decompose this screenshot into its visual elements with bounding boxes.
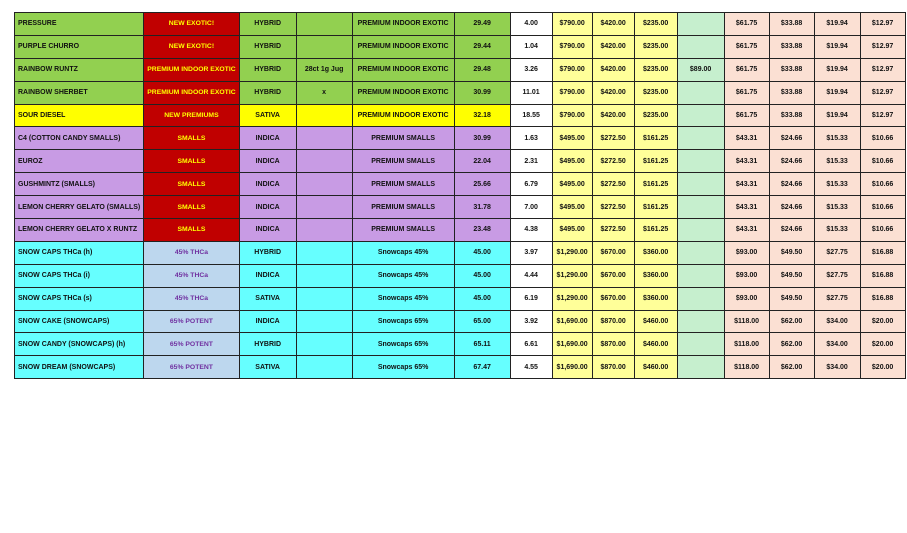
price-quarter-cell: $161.25 bbox=[634, 173, 677, 196]
thc-cell: 65.00 bbox=[454, 310, 510, 333]
price-half-ounce-cell: $33.88 bbox=[769, 104, 814, 127]
strain-type-cell: INDICA bbox=[239, 173, 296, 196]
price-half-ounce-cell: $33.88 bbox=[769, 13, 814, 36]
thc-cell: 45.00 bbox=[454, 287, 510, 310]
strain-name-cell: LEMON CHERRY GELATO X RUNTZ bbox=[15, 219, 144, 242]
price-ounce-cell: $61.75 bbox=[724, 58, 769, 81]
price-ounce-cell: $61.75 bbox=[724, 35, 769, 58]
category-cell: PREMIUM INDOOR EXOTIC bbox=[352, 104, 454, 127]
price-half-ounce-cell: $49.50 bbox=[769, 264, 814, 287]
price-half-ounce-cell: $24.66 bbox=[769, 127, 814, 150]
note-cell bbox=[296, 287, 352, 310]
strain-type-cell: INDICA bbox=[239, 219, 296, 242]
promo-tag-cell: PREMIUM INDOOR EXOTIC bbox=[144, 58, 239, 81]
promo-tag-cell: NEW EXOTIC! bbox=[144, 13, 239, 36]
promo-tag-cell: 45% THCa bbox=[144, 264, 239, 287]
price-quarter-ounce-cell: $15.33 bbox=[814, 150, 860, 173]
price-pound-cell: $790.00 bbox=[552, 13, 592, 36]
price-ounce-cell: $93.00 bbox=[724, 287, 769, 310]
extra-price-cell bbox=[677, 150, 724, 173]
price-ounce-cell: $61.75 bbox=[724, 13, 769, 36]
price-quarter-cell: $235.00 bbox=[634, 58, 677, 81]
price-half-ounce-cell: $49.50 bbox=[769, 287, 814, 310]
note-cell bbox=[296, 13, 352, 36]
note-cell bbox=[296, 150, 352, 173]
category-cell: Snowcaps 45% bbox=[352, 264, 454, 287]
price-quarter-ounce-cell: $19.94 bbox=[814, 13, 860, 36]
thc-cell: 29.48 bbox=[454, 58, 510, 81]
note-cell bbox=[296, 264, 352, 287]
price-half-cell: $670.00 bbox=[592, 241, 634, 264]
price-pound-cell: $790.00 bbox=[552, 81, 592, 104]
extra-price-cell bbox=[677, 287, 724, 310]
price-half-cell: $420.00 bbox=[592, 104, 634, 127]
price-ounce-cell: $43.31 bbox=[724, 219, 769, 242]
price-quarter-ounce-cell: $15.33 bbox=[814, 196, 860, 219]
strain-type-cell: HYBRID bbox=[239, 333, 296, 356]
price-quarter-cell: $161.25 bbox=[634, 219, 677, 242]
strain-name-cell: GUSHMINTZ (SMALLS) bbox=[15, 173, 144, 196]
category-cell: PREMIUM INDOOR EXOTIC bbox=[352, 13, 454, 36]
price-ounce-cell: $43.31 bbox=[724, 150, 769, 173]
price-half-ounce-cell: $33.88 bbox=[769, 81, 814, 104]
price-half-cell: $272.50 bbox=[592, 150, 634, 173]
price-quarter-cell: $235.00 bbox=[634, 81, 677, 104]
strain-name-cell: EUROZ bbox=[15, 150, 144, 173]
price-ounce-cell: $118.00 bbox=[724, 356, 769, 379]
strain-type-cell: HYBRID bbox=[239, 13, 296, 36]
thc-cell: 30.99 bbox=[454, 127, 510, 150]
price-quarter-ounce-cell: $27.75 bbox=[814, 287, 860, 310]
price-eighth-cell: $12.97 bbox=[860, 58, 905, 81]
price-eighth-cell: $16.88 bbox=[860, 287, 905, 310]
price-eighth-cell: $16.88 bbox=[860, 241, 905, 264]
price-quarter-ounce-cell: $34.00 bbox=[814, 310, 860, 333]
extra-price-cell bbox=[677, 241, 724, 264]
table-row bbox=[15, 333, 906, 356]
extra-price-cell bbox=[677, 333, 724, 356]
price-pound-cell: $495.00 bbox=[552, 127, 592, 150]
price-pound-cell: $1,690.00 bbox=[552, 333, 592, 356]
price-eighth-cell: $10.66 bbox=[860, 219, 905, 242]
strain-type-cell: INDICA bbox=[239, 264, 296, 287]
note-cell bbox=[296, 127, 352, 150]
thc-cell: 22.04 bbox=[454, 150, 510, 173]
strain-type-cell: INDICA bbox=[239, 310, 296, 333]
category-cell: Snowcaps 45% bbox=[352, 241, 454, 264]
table-row bbox=[15, 127, 906, 150]
table-row bbox=[15, 150, 906, 173]
quantity-cell: 1.63 bbox=[510, 127, 552, 150]
price-quarter-cell: $460.00 bbox=[634, 356, 677, 379]
price-half-cell: $870.00 bbox=[592, 333, 634, 356]
price-half-cell: $870.00 bbox=[592, 310, 634, 333]
price-quarter-cell: $460.00 bbox=[634, 333, 677, 356]
price-quarter-cell: $460.00 bbox=[634, 310, 677, 333]
table-row bbox=[15, 58, 906, 81]
price-half-cell: $272.50 bbox=[592, 219, 634, 242]
promo-tag-cell: NEW PREMIUMS bbox=[144, 104, 239, 127]
price-half-cell: $670.00 bbox=[592, 287, 634, 310]
category-cell: PREMIUM SMALLS bbox=[352, 173, 454, 196]
strain-name-cell: C4 (COTTON CANDY SMALLS) bbox=[15, 127, 144, 150]
extra-price-cell bbox=[677, 81, 724, 104]
price-eighth-cell: $12.97 bbox=[860, 104, 905, 127]
quantity-cell: 18.55 bbox=[510, 104, 552, 127]
extra-price-cell: $89.00 bbox=[677, 58, 724, 81]
extra-price-cell bbox=[677, 173, 724, 196]
category-cell: PREMIUM INDOOR EXOTIC bbox=[352, 81, 454, 104]
price-quarter-ounce-cell: $15.33 bbox=[814, 127, 860, 150]
table-row bbox=[15, 310, 906, 333]
category-cell: Snowcaps 65% bbox=[352, 310, 454, 333]
price-half-ounce-cell: $62.00 bbox=[769, 310, 814, 333]
price-quarter-ounce-cell: $19.94 bbox=[814, 35, 860, 58]
price-half-cell: $272.50 bbox=[592, 127, 634, 150]
price-half-ounce-cell: $62.00 bbox=[769, 356, 814, 379]
category-cell: Snowcaps 45% bbox=[352, 287, 454, 310]
promo-tag-cell: 65% POTENT bbox=[144, 333, 239, 356]
note-cell bbox=[296, 356, 352, 379]
note-cell bbox=[296, 173, 352, 196]
strain-name-cell: SNOW CAPS THCa (s) bbox=[15, 287, 144, 310]
price-quarter-cell: $360.00 bbox=[634, 241, 677, 264]
strain-name-cell: LEMON CHERRY GELATO (SMALLS) bbox=[15, 196, 144, 219]
price-pound-cell: $1,290.00 bbox=[552, 287, 592, 310]
price-quarter-cell: $161.25 bbox=[634, 127, 677, 150]
thc-cell: 45.00 bbox=[454, 241, 510, 264]
price-quarter-ounce-cell: $27.75 bbox=[814, 264, 860, 287]
category-cell: PREMIUM SMALLS bbox=[352, 150, 454, 173]
quantity-cell: 3.97 bbox=[510, 241, 552, 264]
price-pound-cell: $495.00 bbox=[552, 219, 592, 242]
price-eighth-cell: $12.97 bbox=[860, 13, 905, 36]
thc-cell: 29.49 bbox=[454, 13, 510, 36]
strain-type-cell: INDICA bbox=[239, 127, 296, 150]
strain-type-cell: HYBRID bbox=[239, 35, 296, 58]
table-row bbox=[15, 81, 906, 104]
extra-price-cell bbox=[677, 310, 724, 333]
strain-name-cell: RAINBOW RUNTZ bbox=[15, 58, 144, 81]
price-quarter-ounce-cell: $19.94 bbox=[814, 58, 860, 81]
quantity-cell: 6.19 bbox=[510, 287, 552, 310]
price-pound-cell: $790.00 bbox=[552, 104, 592, 127]
table-row bbox=[15, 13, 906, 36]
extra-price-cell bbox=[677, 264, 724, 287]
note-cell bbox=[296, 35, 352, 58]
price-half-cell: $272.50 bbox=[592, 196, 634, 219]
thc-cell: 45.00 bbox=[454, 264, 510, 287]
strain-type-cell: HYBRID bbox=[239, 81, 296, 104]
strain-name-cell: PURPLE CHURRO bbox=[15, 35, 144, 58]
strain-name-cell: SNOW CANDY (SNOWCAPS) (h) bbox=[15, 333, 144, 356]
strain-type-cell: HYBRID bbox=[239, 241, 296, 264]
price-sheet-table bbox=[14, 12, 906, 379]
extra-price-cell bbox=[677, 356, 724, 379]
note-cell: 28ct 1g Jug bbox=[296, 58, 352, 81]
note-cell bbox=[296, 333, 352, 356]
extra-price-cell bbox=[677, 219, 724, 242]
promo-tag-cell: SMALLS bbox=[144, 173, 239, 196]
extra-price-cell bbox=[677, 13, 724, 36]
price-eighth-cell: $16.88 bbox=[860, 264, 905, 287]
thc-cell: 67.47 bbox=[454, 356, 510, 379]
extra-price-cell bbox=[677, 35, 724, 58]
price-half-ounce-cell: $33.88 bbox=[769, 58, 814, 81]
price-half-ounce-cell: $49.50 bbox=[769, 241, 814, 264]
quantity-cell: 6.61 bbox=[510, 333, 552, 356]
price-ounce-cell: $43.31 bbox=[724, 127, 769, 150]
quantity-cell: 4.44 bbox=[510, 264, 552, 287]
quantity-cell: 11.01 bbox=[510, 81, 552, 104]
price-half-ounce-cell: $24.66 bbox=[769, 150, 814, 173]
price-half-cell: $670.00 bbox=[592, 264, 634, 287]
promo-tag-cell: SMALLS bbox=[144, 150, 239, 173]
price-pound-cell: $790.00 bbox=[552, 35, 592, 58]
note-cell bbox=[296, 104, 352, 127]
price-quarter-ounce-cell: $34.00 bbox=[814, 356, 860, 379]
price-quarter-ounce-cell: $15.33 bbox=[814, 219, 860, 242]
extra-price-cell bbox=[677, 127, 724, 150]
price-quarter-cell: $161.25 bbox=[634, 150, 677, 173]
quantity-cell: 4.00 bbox=[510, 13, 552, 36]
strain-type-cell: INDICA bbox=[239, 196, 296, 219]
price-eighth-cell: $10.66 bbox=[860, 150, 905, 173]
price-eighth-cell: $12.97 bbox=[860, 35, 905, 58]
price-sheet-body bbox=[15, 13, 906, 379]
quantity-cell: 4.55 bbox=[510, 356, 552, 379]
quantity-cell: 2.31 bbox=[510, 150, 552, 173]
extra-price-cell bbox=[677, 104, 724, 127]
price-pound-cell: $495.00 bbox=[552, 196, 592, 219]
price-quarter-ounce-cell: $15.33 bbox=[814, 173, 860, 196]
strain-type-cell: INDICA bbox=[239, 150, 296, 173]
price-pound-cell: $495.00 bbox=[552, 173, 592, 196]
quantity-cell: 1.04 bbox=[510, 35, 552, 58]
table-row bbox=[15, 264, 906, 287]
price-pound-cell: $790.00 bbox=[552, 58, 592, 81]
price-ounce-cell: $118.00 bbox=[724, 333, 769, 356]
price-eighth-cell: $20.00 bbox=[860, 333, 905, 356]
promo-tag-cell: SMALLS bbox=[144, 219, 239, 242]
category-cell: PREMIUM INDOOR EXOTIC bbox=[352, 58, 454, 81]
table-row bbox=[15, 104, 906, 127]
price-eighth-cell: $20.00 bbox=[860, 356, 905, 379]
price-pound-cell: $1,290.00 bbox=[552, 241, 592, 264]
price-half-ounce-cell: $24.66 bbox=[769, 219, 814, 242]
promo-tag-cell: NEW EXOTIC! bbox=[144, 35, 239, 58]
price-pound-cell: $1,290.00 bbox=[552, 264, 592, 287]
note-cell bbox=[296, 310, 352, 333]
price-quarter-ounce-cell: $19.94 bbox=[814, 104, 860, 127]
price-eighth-cell: $20.00 bbox=[860, 310, 905, 333]
thc-cell: 32.18 bbox=[454, 104, 510, 127]
price-pound-cell: $1,690.00 bbox=[552, 310, 592, 333]
price-quarter-cell: $235.00 bbox=[634, 104, 677, 127]
category-cell: Snowcaps 65% bbox=[352, 333, 454, 356]
price-half-ounce-cell: $24.66 bbox=[769, 173, 814, 196]
note-cell: x bbox=[296, 81, 352, 104]
category-cell: PREMIUM SMALLS bbox=[352, 196, 454, 219]
category-cell: PREMIUM INDOOR EXOTIC bbox=[352, 35, 454, 58]
strain-name-cell: PRESSURE bbox=[15, 13, 144, 36]
price-eighth-cell: $12.97 bbox=[860, 81, 905, 104]
price-half-cell: $870.00 bbox=[592, 356, 634, 379]
quantity-cell: 6.79 bbox=[510, 173, 552, 196]
price-quarter-cell: $235.00 bbox=[634, 35, 677, 58]
promo-tag-cell: SMALLS bbox=[144, 127, 239, 150]
category-cell: PREMIUM SMALLS bbox=[352, 219, 454, 242]
strain-type-cell: SATIVA bbox=[239, 104, 296, 127]
extra-price-cell bbox=[677, 196, 724, 219]
note-cell bbox=[296, 219, 352, 242]
quantity-cell: 7.00 bbox=[510, 196, 552, 219]
price-ounce-cell: $43.31 bbox=[724, 196, 769, 219]
thc-cell: 23.48 bbox=[454, 219, 510, 242]
thc-cell: 25.66 bbox=[454, 173, 510, 196]
thc-cell: 31.78 bbox=[454, 196, 510, 219]
category-cell: PREMIUM SMALLS bbox=[352, 127, 454, 150]
strain-name-cell: SNOW CAPS THCa (h) bbox=[15, 241, 144, 264]
note-cell bbox=[296, 241, 352, 264]
table-row bbox=[15, 35, 906, 58]
price-pound-cell: $495.00 bbox=[552, 150, 592, 173]
strain-type-cell: HYBRID bbox=[239, 58, 296, 81]
price-half-cell: $420.00 bbox=[592, 35, 634, 58]
price-quarter-ounce-cell: $34.00 bbox=[814, 333, 860, 356]
price-ounce-cell: $93.00 bbox=[724, 241, 769, 264]
price-half-ounce-cell: $33.88 bbox=[769, 35, 814, 58]
price-half-cell: $420.00 bbox=[592, 58, 634, 81]
strain-name-cell: RAINBOW SHERBET bbox=[15, 81, 144, 104]
price-ounce-cell: $118.00 bbox=[724, 310, 769, 333]
price-quarter-ounce-cell: $27.75 bbox=[814, 241, 860, 264]
promo-tag-cell: 65% POTENT bbox=[144, 310, 239, 333]
price-ounce-cell: $43.31 bbox=[724, 173, 769, 196]
price-quarter-cell: $360.00 bbox=[634, 264, 677, 287]
price-ounce-cell: $61.75 bbox=[724, 81, 769, 104]
price-quarter-cell: $235.00 bbox=[634, 13, 677, 36]
strain-type-cell: SATIVA bbox=[239, 356, 296, 379]
price-ounce-cell: $61.75 bbox=[724, 104, 769, 127]
strain-name-cell: SOUR DIESEL bbox=[15, 104, 144, 127]
price-half-ounce-cell: $62.00 bbox=[769, 333, 814, 356]
table-row bbox=[15, 173, 906, 196]
price-eighth-cell: $10.66 bbox=[860, 127, 905, 150]
thc-cell: 65.11 bbox=[454, 333, 510, 356]
thc-cell: 29.44 bbox=[454, 35, 510, 58]
price-half-cell: $420.00 bbox=[592, 81, 634, 104]
table-row bbox=[15, 287, 906, 310]
price-quarter-cell: $161.25 bbox=[634, 196, 677, 219]
promo-tag-cell: 45% THCa bbox=[144, 287, 239, 310]
price-half-cell: $420.00 bbox=[592, 13, 634, 36]
strain-name-cell: SNOW CAPS THCa (i) bbox=[15, 264, 144, 287]
price-pound-cell: $1,690.00 bbox=[552, 356, 592, 379]
promo-tag-cell: 65% POTENT bbox=[144, 356, 239, 379]
promo-tag-cell: PREMIUM INDOOR EXOTIC bbox=[144, 81, 239, 104]
price-quarter-cell: $360.00 bbox=[634, 287, 677, 310]
price-half-cell: $272.50 bbox=[592, 173, 634, 196]
strain-name-cell: SNOW DREAM (SNOWCAPS) bbox=[15, 356, 144, 379]
price-eighth-cell: $10.66 bbox=[860, 173, 905, 196]
quantity-cell: 3.26 bbox=[510, 58, 552, 81]
table-row bbox=[15, 196, 906, 219]
quantity-cell: 3.92 bbox=[510, 310, 552, 333]
price-eighth-cell: $10.66 bbox=[860, 196, 905, 219]
quantity-cell: 4.38 bbox=[510, 219, 552, 242]
strain-name-cell: SNOW CAKE (SNOWCAPS) bbox=[15, 310, 144, 333]
note-cell bbox=[296, 196, 352, 219]
price-half-ounce-cell: $24.66 bbox=[769, 196, 814, 219]
category-cell: Snowcaps 65% bbox=[352, 356, 454, 379]
strain-type-cell: SATIVA bbox=[239, 287, 296, 310]
promo-tag-cell: SMALLS bbox=[144, 196, 239, 219]
promo-tag-cell: 45% THCa bbox=[144, 241, 239, 264]
price-quarter-ounce-cell: $19.94 bbox=[814, 81, 860, 104]
table-row bbox=[15, 241, 906, 264]
table-row bbox=[15, 356, 906, 379]
thc-cell: 30.99 bbox=[454, 81, 510, 104]
table-row bbox=[15, 219, 906, 242]
price-ounce-cell: $93.00 bbox=[724, 264, 769, 287]
